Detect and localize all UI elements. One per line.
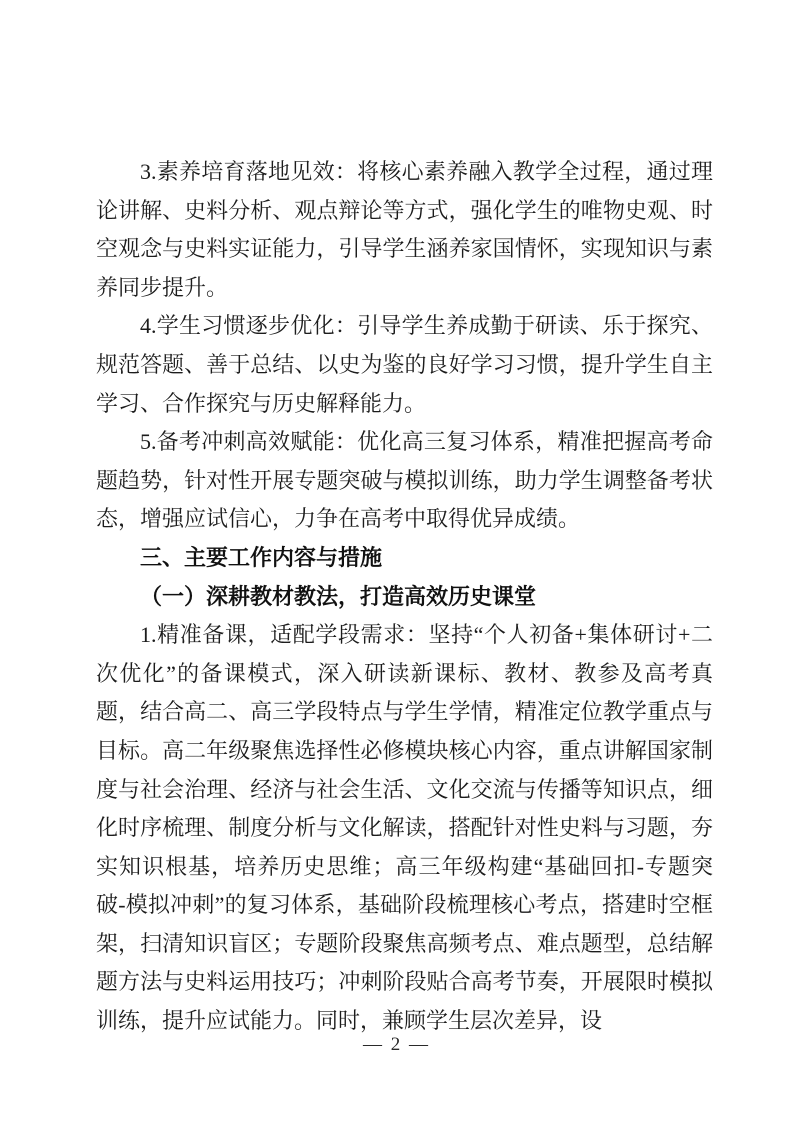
paragraph-4-xuesheng-xiguan: 4.学生习惯逐步优化：引导学生养成勤于研读、乐于探究、规范答题、善于总结、以史为鉴的良好学习习惯，提升学生自主学习、合作探究与历史解释能力。 — [96, 313, 713, 416]
page-number: — 2 — — [363, 1034, 430, 1055]
paragraph-3-suyang: 3.素养培育落地见效：将核心素养融入教学全过程，通过理论讲解、史料分析、观点辩论等方式，强化学生的唯物史观、时空观念与史料实证能力，引导学生涵养家国情怀，实现知识与素养同步提升。 — [96, 159, 713, 300]
document-body — [96, 153, 713, 1041]
paragraph-5-beikao-chongci: 5.备考冲刺高效赋能：优化高三复习体系，精准把握高考命题趋势，针对性开展专题突破与模拟训练，助力学生调整备考状态，增强应试信心，力争在高考中取得优异成绩。 — [96, 429, 713, 532]
paragraph-1-jingzhun-beike: 1.精准备课，适配学段需求：坚持“个人初备+集体研讨+二次优化”的备课模式，深入研读新课标、教材、教参及高考真题，结合高二、高三学段特点与学生学情，精准定位教学重点与目标。高二年级聚焦选择性必修模块核心内容，重点讲解国家制度与社会治理、经济与社会生活、文化交流与传播等知识点，细化时序梳理、制度分析与文化解读，搭配针对性史料与习题，夯实知识根基，培养历史思维；高三年级构建“基础回扣-专题突破-模拟冲刺”的复习体系，基础阶段梳理核心考点，搭建时空框架，扫清知识盲区；专题阶段聚焦高频考点、难点题型，总结解题方法与史料运用技巧；冲刺阶段贴合高考节奏，开展限时模拟训练，提升应试能力。同时，兼顾学生层次差异，设 — [96, 622, 713, 1034]
subsection-heading-teaching-material: （一）深耕教材教法，打造高效历史课堂 — [140, 583, 537, 609]
section-heading-main-work: 三、主要工作内容与措施 — [140, 544, 383, 570]
